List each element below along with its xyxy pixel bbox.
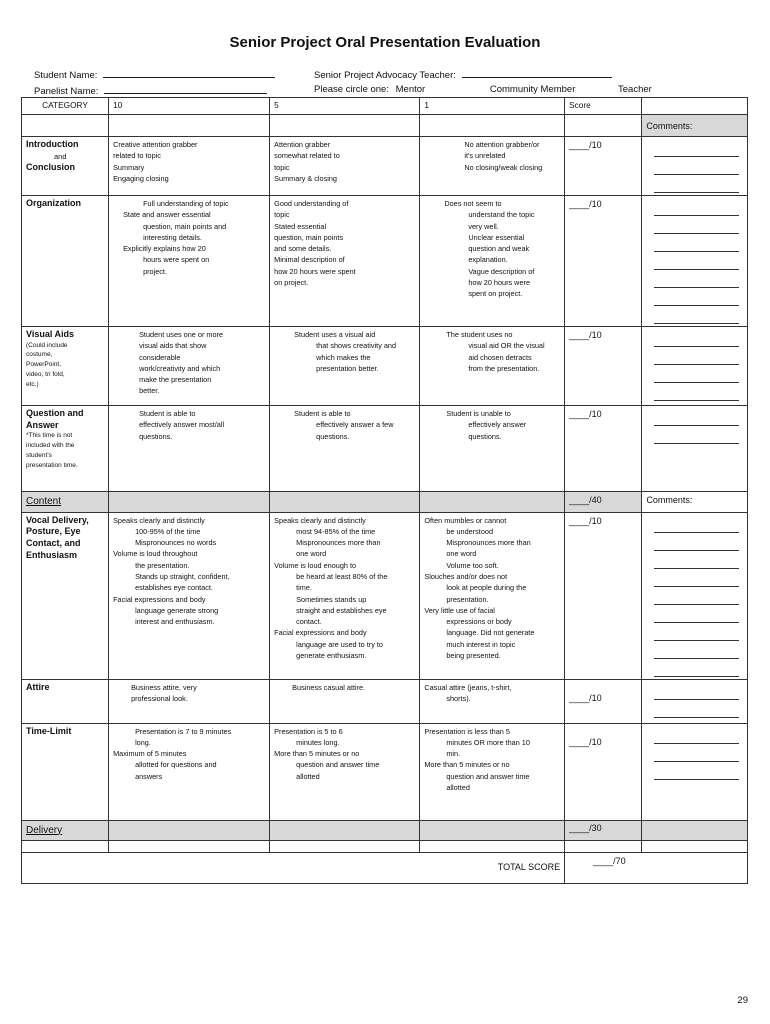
- qa-score[interactable]: ____/10: [565, 406, 642, 492]
- total-score-label: TOTAL SCORE: [22, 853, 565, 884]
- header-row: [22, 98, 748, 115]
- panelist-name-blank[interactable]: [104, 84, 267, 94]
- comments-label: Comments:: [642, 115, 748, 137]
- row-visual-aids: [22, 327, 748, 406]
- time-criteria-1: Presentation is less than 5 minutes OR more than 10 min. More than 5 minutes or no question and answer time allotted: [420, 723, 565, 820]
- visual-score[interactable]: ____/10: [565, 327, 642, 406]
- comments-header-row: [22, 115, 748, 137]
- row-delivery-subtotal: [22, 820, 748, 841]
- qa-criteria-10: Student is able to effectively answer most/all questions.: [109, 406, 270, 492]
- visual-criteria-1: The student uses no visual aid OR the visual aid chosen detracts from the presentation.: [420, 327, 565, 406]
- org-score[interactable]: ____/10: [565, 196, 642, 327]
- attire-score[interactable]: ____/10: [565, 679, 642, 723]
- category-visual-aids: Visual Aids (Could include costume, PowerPoint, video, tri fold, etc.): [22, 327, 109, 406]
- org-criteria-10: Full understanding of topic State and answer essential question, main points and interesting details. Explicitly explains how 20 hours were spent on project.: [109, 196, 270, 327]
- category-introduction: Introduction and Conclusion: [22, 137, 109, 196]
- score-10-header: 10: [109, 98, 270, 115]
- page-number: 29: [737, 995, 748, 1006]
- advocacy-teacher-field[interactable]: [314, 68, 612, 81]
- delivery-score[interactable]: ____/30: [565, 820, 642, 841]
- header-blank: [642, 98, 748, 115]
- attire-criteria-5: Business casual attire.: [270, 679, 420, 723]
- visual-criteria-10: Student uses one or more visual aids that show considerable work/creativity and which make the presentation better.: [109, 327, 270, 406]
- time-comment-lines[interactable]: [642, 723, 748, 820]
- category-header: CATEGORY: [22, 98, 109, 115]
- vocal-criteria-5: Speaks clearly and distinctly most 94-85% of the time Mispronounces more than one word Volume is loud enough to be heard at least 80% of the time. Sometimes stands up straight and establishes eye contact. Facial expressions and body language are used to try to generate enthusiasm.: [270, 512, 420, 679]
- student-name-blank[interactable]: [103, 68, 275, 78]
- attire-comment-lines[interactable]: [642, 679, 748, 723]
- attire-criteria-1: Casual attire (jeans, t-shirt, shorts).: [420, 679, 565, 723]
- intro-comment-lines[interactable]: [642, 137, 748, 196]
- delivery-label: Delivery: [22, 820, 109, 841]
- org-comment-lines[interactable]: [642, 196, 748, 327]
- category-attire: Attire: [22, 679, 109, 723]
- circle-one-label: Please circle one:: [314, 84, 389, 95]
- vocal-comment-lines[interactable]: [642, 512, 748, 679]
- score-1-header: 1: [420, 98, 565, 115]
- advocacy-teacher-label: Senior Project Advocacy Teacher:: [314, 70, 456, 81]
- vocal-criteria-10: Speaks clearly and distinctly 100-95% of the time Mispronounces no words Volume is loud throughout the presentation. Stands up straight, confident, establishes eye contact. Facial expressions and body language generate strong interest and enthusiasm.: [109, 512, 270, 679]
- spacer-row: [22, 841, 748, 853]
- row-introduction: [22, 137, 748, 196]
- option-teacher[interactable]: Teacher: [618, 84, 652, 95]
- time-criteria-5: Presentation is 5 to 6 minutes long. More than 5 minutes or no question and answer time allotted: [270, 723, 420, 820]
- attire-criteria-10: Business attire, very professional look.: [109, 679, 270, 723]
- page-title: Senior Project Oral Presentation Evaluation: [229, 34, 541, 51]
- visual-criteria-5: Student uses a visual aid that shows creativity and which makes the presentation better.: [270, 327, 420, 406]
- row-organization: [22, 196, 748, 327]
- visual-comment-lines[interactable]: [642, 327, 748, 406]
- option-community-member[interactable]: Community Member: [489, 84, 576, 95]
- category-time-limit: Time-Limit: [22, 723, 109, 820]
- intro-score[interactable]: ____/10: [565, 137, 642, 196]
- student-name-field[interactable]: [34, 68, 275, 81]
- time-score[interactable]: ____/10: [565, 723, 642, 820]
- vocal-criteria-1: Often mumbles or cannot be understood Mispronounces more than one word Volume too soft. Slouches and/or does not look at people during the presentation. Very little use of facial expressions or body language. Did not generate much interest in topic being presented.: [420, 512, 565, 679]
- row-question-answer: [22, 406, 748, 492]
- score-5-header: 5: [270, 98, 420, 115]
- qa-criteria-1: Student is unable to effectively answer questions.: [420, 406, 565, 492]
- category-organization: Organization: [22, 196, 109, 327]
- rubric-table: [21, 97, 748, 884]
- org-criteria-1: Does not seem to understand the topic very well. Unclear essential question and weak explanation. Vague description of how 20 hours were spent on project.: [420, 196, 565, 327]
- panelist-name-label: Panelist Name:: [34, 86, 99, 97]
- row-content-subtotal: [22, 492, 748, 513]
- row-attire: [22, 679, 748, 723]
- row-total: [22, 853, 748, 884]
- row-vocal-delivery: [22, 512, 748, 679]
- content-label: Content: [22, 492, 109, 513]
- score-header: Score: [565, 98, 642, 115]
- org-criteria-5: Good understanding of topic Stated essential question, main points and some details. Minimal description of how 20 hours were spent on project.: [270, 196, 420, 327]
- student-name-label: Student Name:: [34, 70, 98, 81]
- qa-criteria-5: Student is able to effectively answer a few questions.: [270, 406, 420, 492]
- intro-criteria-1: No attention grabber/or it's unrelated No closing/weak closing: [420, 137, 565, 196]
- content-score[interactable]: ____/40: [565, 492, 642, 513]
- panelist-role-field: [314, 84, 652, 95]
- option-mentor[interactable]: Mentor: [395, 84, 426, 95]
- row-time-limit: [22, 723, 748, 820]
- time-criteria-10: Presentation is 7 to 9 minutes long. Maximum of 5 minutes allotted for questions and answers: [109, 723, 270, 820]
- advocacy-teacher-blank[interactable]: [462, 68, 612, 78]
- qa-comment-lines[interactable]: [642, 406, 748, 492]
- total-score-value[interactable]: ____/70: [565, 853, 748, 884]
- vocal-score[interactable]: ____/10: [565, 512, 642, 679]
- intro-criteria-5: Attention grabber somewhat related to topic Summary & closing: [270, 137, 420, 196]
- category-question-answer: Question and Answer *This time is not included with the student's presentation time.: [22, 406, 109, 492]
- panelist-name-field[interactable]: [34, 84, 267, 97]
- intro-criteria-10: Creative attention grabber related to topic Summary Engaging closing: [109, 137, 270, 196]
- category-vocal-delivery: Vocal Delivery, Posture, Eye Contact, and Enthusiasm: [22, 512, 109, 679]
- comments-label-2: Comments:: [642, 492, 748, 513]
